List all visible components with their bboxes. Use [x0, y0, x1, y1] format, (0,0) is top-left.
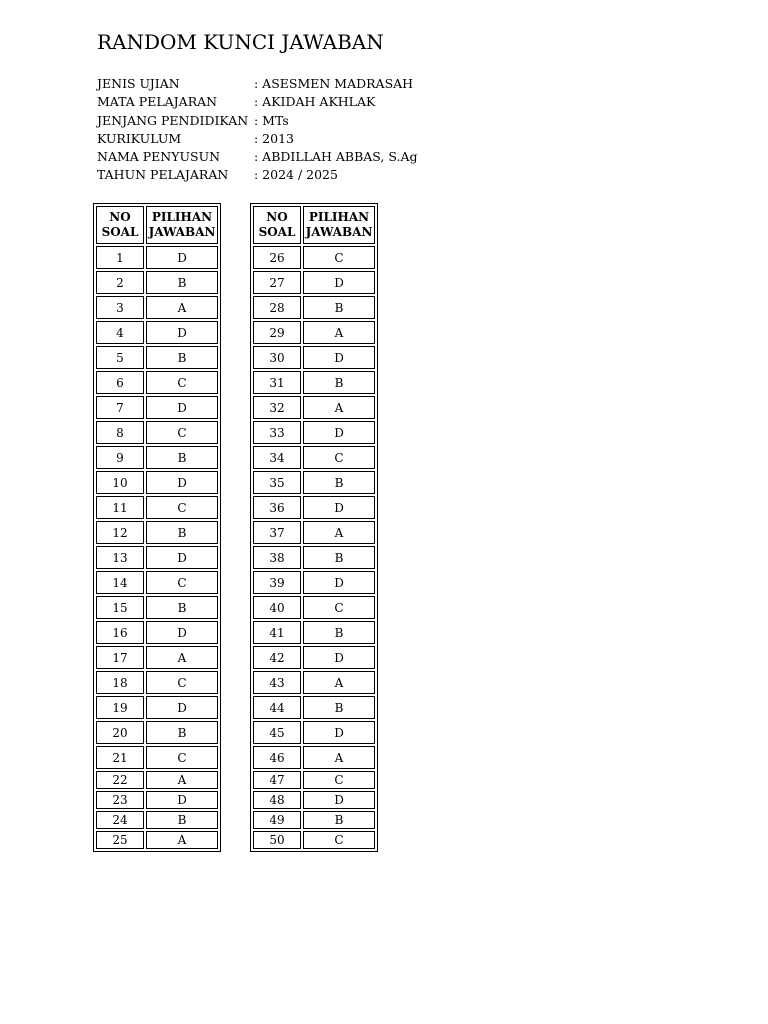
- table-row: [96, 521, 218, 544]
- answer-cell: B: [303, 471, 375, 494]
- answer-cell: D: [146, 696, 218, 719]
- question-number-cell: 15: [96, 596, 144, 619]
- table-row: [253, 396, 375, 419]
- question-number-cell: 44: [253, 696, 301, 719]
- question-number-cell: 17: [96, 646, 144, 669]
- answer-cell: D: [146, 546, 218, 569]
- question-number-cell: 43: [253, 671, 301, 694]
- question-number-cell: 1: [96, 246, 144, 269]
- info-value: : AKIDAH AKHLAK: [254, 94, 376, 110]
- question-number-cell: 18: [96, 671, 144, 694]
- answer-cell: D: [303, 346, 375, 369]
- header-question-number: [96, 206, 144, 244]
- question-number-cell: 49: [253, 811, 301, 829]
- answer-cell: C: [146, 371, 218, 394]
- table-row: [253, 771, 375, 789]
- answer-rows-left: [96, 246, 218, 849]
- question-number-cell: 13: [96, 546, 144, 569]
- question-number-cell: 41: [253, 621, 301, 644]
- answer-cell: A: [146, 771, 218, 789]
- table-row: [96, 346, 218, 369]
- answer-cell: B: [303, 696, 375, 719]
- question-number-cell: 5: [96, 346, 144, 369]
- question-number-cell: 36: [253, 496, 301, 519]
- answer-cell: C: [146, 496, 218, 519]
- table-row: [253, 446, 375, 469]
- question-number-cell: 32: [253, 396, 301, 419]
- answer-key-table-left: [93, 203, 221, 852]
- answer-cell: A: [146, 831, 218, 849]
- answer-cell: C: [303, 246, 375, 269]
- answer-cell: A: [146, 646, 218, 669]
- table-row: [253, 721, 375, 744]
- answer-cell: D: [146, 396, 218, 419]
- table-row: [253, 546, 375, 569]
- table-row: [96, 671, 218, 694]
- question-number-cell: 47: [253, 771, 301, 789]
- question-number-cell: 46: [253, 746, 301, 769]
- question-number-cell: 50: [253, 831, 301, 849]
- answer-rows-right: [253, 246, 375, 849]
- table-row: [253, 811, 375, 829]
- question-number-cell: 6: [96, 371, 144, 394]
- table-row: [253, 571, 375, 594]
- question-number-cell: 28: [253, 296, 301, 319]
- question-number-cell: 11: [96, 496, 144, 519]
- answer-cell: C: [146, 421, 218, 444]
- question-number-cell: 19: [96, 696, 144, 719]
- answer-cell: B: [146, 721, 218, 744]
- table-row: [253, 521, 375, 544]
- question-number-cell: 30: [253, 346, 301, 369]
- table-row: [96, 371, 218, 394]
- table-row: [253, 596, 375, 619]
- document-title: RANDOM KUNCI JAWABAN: [97, 30, 384, 54]
- table-row: [253, 621, 375, 644]
- answer-cell: B: [303, 621, 375, 644]
- answer-cell: C: [146, 571, 218, 594]
- table-row: [96, 471, 218, 494]
- answer-cell: D: [303, 496, 375, 519]
- answer-cell: D: [303, 571, 375, 594]
- table-row: [96, 271, 218, 294]
- header-text: NO: [109, 210, 131, 224]
- info-value: : ABDILLAH ABBAS, S.Ag: [254, 149, 418, 165]
- question-number-cell: 40: [253, 596, 301, 619]
- question-number-cell: 16: [96, 621, 144, 644]
- table-row: [96, 721, 218, 744]
- question-number-cell: 9: [96, 446, 144, 469]
- table-row: [253, 246, 375, 269]
- answer-cell: A: [303, 521, 375, 544]
- answer-cell: B: [303, 811, 375, 829]
- table-row: [96, 791, 218, 809]
- answer-cell: D: [303, 721, 375, 744]
- header-text: NO: [266, 210, 288, 224]
- answer-cell: D: [303, 646, 375, 669]
- table-row: [253, 421, 375, 444]
- answer-cell: D: [303, 271, 375, 294]
- info-label: KURIKULUM: [97, 130, 182, 146]
- answer-cell: D: [146, 791, 218, 809]
- table-row: [96, 746, 218, 769]
- table-header-row: [253, 206, 375, 244]
- table-row: [253, 296, 375, 319]
- question-number-cell: 42: [253, 646, 301, 669]
- question-number-cell: 10: [96, 471, 144, 494]
- header-text: PILIHAN: [308, 210, 370, 224]
- answer-cell: A: [303, 396, 375, 419]
- answer-cell: B: [303, 296, 375, 319]
- question-number-cell: 26: [253, 246, 301, 269]
- answer-cell: D: [146, 621, 218, 644]
- question-number-cell: 48: [253, 791, 301, 809]
- question-number-cell: 29: [253, 321, 301, 344]
- table-row: [253, 791, 375, 809]
- answer-cell: B: [146, 446, 218, 469]
- header-text: JAWABAN: [305, 225, 373, 239]
- question-number-cell: 2: [96, 271, 144, 294]
- table-row: [96, 246, 218, 269]
- table-row: [253, 746, 375, 769]
- question-number-cell: 24: [96, 811, 144, 829]
- table-row: [96, 321, 218, 344]
- table-row: [253, 496, 375, 519]
- table-row: [253, 271, 375, 294]
- table-row: [253, 321, 375, 344]
- answer-cell: C: [303, 771, 375, 789]
- info-value: : 2024 / 2025: [254, 167, 338, 183]
- table-row: [96, 546, 218, 569]
- table-row: [96, 296, 218, 319]
- answer-cell: C: [146, 671, 218, 694]
- question-number-cell: 7: [96, 396, 144, 419]
- answer-cell: D: [303, 791, 375, 809]
- answer-cell: D: [146, 321, 218, 344]
- question-number-cell: 22: [96, 771, 144, 789]
- question-number-cell: 33: [253, 421, 301, 444]
- table-row: [253, 646, 375, 669]
- question-number-cell: 12: [96, 521, 144, 544]
- question-number-cell: 39: [253, 571, 301, 594]
- header-answer-choice: [146, 206, 218, 244]
- table-row: [253, 671, 375, 694]
- answer-cell: D: [303, 421, 375, 444]
- question-number-cell: 4: [96, 321, 144, 344]
- table-row: [96, 396, 218, 419]
- question-number-cell: 37: [253, 521, 301, 544]
- header-text: SOAL: [258, 225, 296, 239]
- answer-key-table-right: [250, 203, 378, 852]
- header-text: JAWABAN: [148, 225, 216, 239]
- question-number-cell: 23: [96, 791, 144, 809]
- answer-cell: C: [303, 831, 375, 849]
- answer-cell: B: [303, 371, 375, 394]
- question-number-cell: 20: [96, 721, 144, 744]
- header-text: PILIHAN: [151, 210, 213, 224]
- answer-cell: D: [146, 471, 218, 494]
- question-number-cell: 14: [96, 571, 144, 594]
- info-label: TAHUN PELAJARAN: [97, 167, 229, 183]
- answer-cell: A: [146, 296, 218, 319]
- header-question-number: [253, 206, 301, 244]
- question-number-cell: 3: [96, 296, 144, 319]
- answer-cell: A: [303, 746, 375, 769]
- info-value: : ASESMEN MADRASAH: [254, 76, 414, 91]
- question-number-cell: 45: [253, 721, 301, 744]
- answer-cell: C: [303, 446, 375, 469]
- question-number-cell: 34: [253, 446, 301, 469]
- table-row: [96, 421, 218, 444]
- question-number-cell: 21: [96, 746, 144, 769]
- answer-cell: B: [146, 271, 218, 294]
- answer-cell: C: [146, 746, 218, 769]
- header-answer-choice: [303, 206, 375, 244]
- table-header-row: [96, 206, 218, 244]
- question-number-cell: 31: [253, 371, 301, 394]
- table-row: [96, 646, 218, 669]
- table-row: [96, 596, 218, 619]
- question-number-cell: 35: [253, 471, 301, 494]
- table-row: [96, 446, 218, 469]
- question-number-cell: 38: [253, 546, 301, 569]
- answer-cell: C: [303, 596, 375, 619]
- info-label: JENIS UJIAN: [97, 76, 180, 91]
- answer-cell: B: [303, 546, 375, 569]
- table-row: [253, 346, 375, 369]
- answer-cell: D: [146, 246, 218, 269]
- question-number-cell: 8: [96, 421, 144, 444]
- table-row: [253, 371, 375, 394]
- table-row: [96, 621, 218, 644]
- info-label: MATA PELAJARAN: [97, 94, 218, 110]
- table-row: [96, 696, 218, 719]
- table-row: [96, 496, 218, 519]
- table-row: [96, 571, 218, 594]
- answer-cell: B: [146, 811, 218, 829]
- table-row: [253, 696, 375, 719]
- table-row: [96, 771, 218, 789]
- table-row: [96, 811, 218, 829]
- table-row: [96, 831, 218, 849]
- answer-cell: A: [303, 671, 375, 694]
- question-number-cell: 27: [253, 271, 301, 294]
- question-number-cell: 25: [96, 831, 144, 849]
- header-text: SOAL: [101, 225, 139, 239]
- answer-cell: B: [146, 521, 218, 544]
- answer-cell: B: [146, 346, 218, 369]
- info-value: : 2013: [254, 130, 294, 146]
- info-label: JENJANG PENDIDIKAN: [97, 112, 249, 128]
- info-label: NAMA PENYUSUN: [97, 149, 221, 165]
- table-row: [253, 471, 375, 494]
- table-row: [253, 831, 375, 849]
- answer-cell: B: [146, 596, 218, 619]
- info-value: : MTs: [254, 112, 289, 128]
- answer-cell: A: [303, 321, 375, 344]
